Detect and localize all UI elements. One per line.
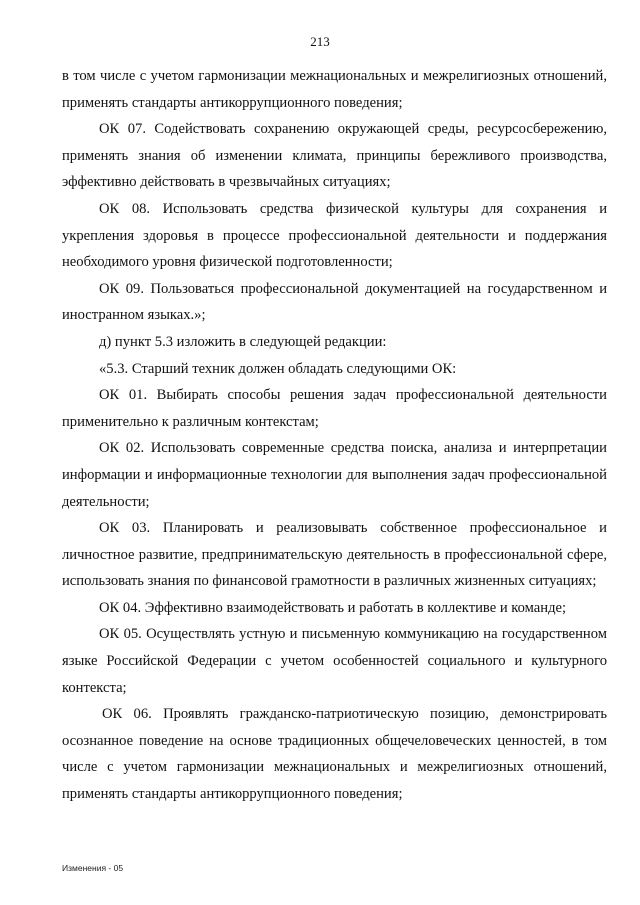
- paragraph-ok-01: ОК 01. Выбирать способы решения задач профессиональной деятельности применительно к различным контекстам;: [62, 387, 607, 430]
- paragraph-ok-02: ОК 02. Использовать современные средства поиска, анализа и интерпретации информации и информационные технологии для выполнения задач профессиональной деятельности;: [62, 440, 607, 510]
- paragraph-ok-03: ОК 03. Планировать и реализовывать собственное профессиональное и личностное развитие, предпринимательскую деятельность в профессиональной сфере, использовать знания по финансовой грамотности в различных жизненных ситуациях;: [62, 520, 607, 590]
- paragraph-5-3-intro: «5.3. Старший техник должен обладать следующими ОК:: [99, 360, 457, 377]
- paragraph-ok-09: ОК 09. Пользоваться профессиональной документацией на государственном и иностранном языках.»;: [62, 280, 607, 324]
- paragraph-ok-08: ОК 08. Использовать средства физической культуры для сохранения и укрепления здоровья в процессе профессиональной деятельности и поддержания необходимого уровня физической подготовленности;: [62, 200, 607, 271]
- paragraph-ok-04: ОК 04. Эффективно взаимодействовать и работать в коллективе и команде;: [99, 599, 567, 616]
- footer-revision-note: Изменения - 05: [62, 863, 124, 873]
- paragraph-continuation: в том числе с учетом гармонизации межнациональных и межрелигиозных отношений, применять стандарты антикоррупционного поведения;: [62, 68, 607, 111]
- paragraph-ok-06: ОК 06. Проявлять гражданско-патриотическую позицию, демонстрировать осознанное поведение на основе традиционных общечеловеческих ценностей, в том числе с учетом гармонизации межнациональных и межрелигиозных отношений, применять стандарты антикоррупционного поведения;: [62, 706, 607, 803]
- paragraph-item-d: д) пункт 5.3 изложить в следующей редакции:: [99, 333, 387, 350]
- page-number: 213: [310, 34, 330, 49]
- paragraph-ok-05: ОК 05. Осуществлять устную и письменную коммуникацию на государственном языке Российской Федерации с учетом особенностей социального и культурного контекста;: [62, 626, 607, 696]
- paragraph-ok-07: ОК 07. Содействовать сохранению окружающей среды, ресурсосбережению, применять знания об изменении климата, принципы бережливого производства, эффективно действовать в чрезвычайных ситуациях;: [62, 121, 607, 191]
- document-body: [62, 63, 607, 808]
